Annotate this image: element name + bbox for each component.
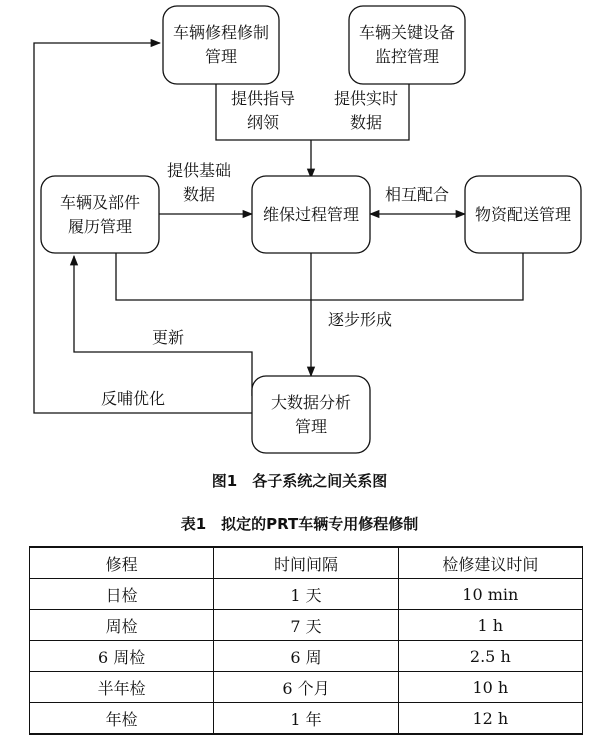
cell-interval: 1 年 [214, 703, 398, 735]
table-header-row [30, 547, 583, 579]
table-row [30, 703, 583, 735]
table-row [30, 610, 583, 641]
node-material-label: 物资配送管理 [474, 205, 572, 224]
cell-duration: 10 h [398, 672, 582, 703]
label-basic-line1: 提供基础 [166, 161, 232, 180]
cell-level: 年检 [30, 703, 214, 735]
cell-interval: 6 个月 [214, 672, 398, 703]
cell-level: 半年检 [30, 672, 214, 703]
cell-duration: 10 min [398, 579, 582, 610]
header-duration: 检修建议时间 [398, 547, 582, 579]
table-row [30, 579, 583, 610]
cell-interval: 1 天 [214, 579, 398, 610]
arrow-update [74, 256, 252, 396]
label-basic-line2: 数据 [182, 185, 216, 204]
table-row [30, 641, 583, 672]
cell-level: 周检 [30, 610, 214, 641]
node-monitor-line2: 监控管理 [374, 47, 440, 66]
node-bigdata-line1: 大数据分析 [270, 393, 352, 412]
label-guide-line2: 纲领 [246, 113, 280, 132]
connector-material-down [311, 253, 523, 300]
cell-interval: 6 周 [214, 641, 398, 672]
cell-duration: 12 h [398, 703, 582, 735]
node-process-label: 维保过程管理 [262, 205, 360, 224]
label-form: 逐步形成 [327, 310, 393, 329]
cell-level: 日检 [30, 579, 214, 610]
label-cooperate: 相互配合 [384, 185, 450, 204]
cell-level: 6 周检 [30, 641, 214, 672]
node-repair-line2: 管理 [204, 47, 238, 66]
table-row [30, 672, 583, 703]
node-history-box [41, 176, 159, 253]
cell-interval: 7 天 [214, 610, 398, 641]
node-history-line2: 履历管理 [67, 217, 133, 236]
figure-caption: 图1 各子系统之间关系图 [211, 472, 388, 490]
node-history-line1: 车辆及部件 [59, 193, 141, 212]
label-realtime-line2: 数据 [349, 113, 383, 132]
cell-duration: 1 h [398, 610, 582, 641]
label-feedback: 反哺优化 [100, 389, 166, 408]
node-bigdata-line2: 管理 [294, 417, 328, 436]
node-monitor-line1: 车辆关键设备 [358, 23, 456, 42]
header-interval: 时间间隔 [214, 547, 398, 579]
label-realtime-line1: 提供实时 [333, 89, 399, 108]
maintenance-schedule-table [29, 546, 583, 735]
node-bigdata-box [252, 376, 370, 453]
node-monitor-box [349, 6, 465, 84]
node-repair-line1: 车辆修程修制 [172, 23, 270, 42]
table-caption: 表1 拟定的PRT车辆专用修程修制 [180, 515, 419, 533]
label-update: 更新 [151, 328, 185, 347]
label-guide-line1: 提供指导 [230, 89, 296, 108]
connector-history-down [116, 253, 311, 300]
header-level: 修程 [30, 547, 214, 579]
node-repair-box [163, 6, 279, 84]
cell-duration: 2.5 h [398, 641, 582, 672]
